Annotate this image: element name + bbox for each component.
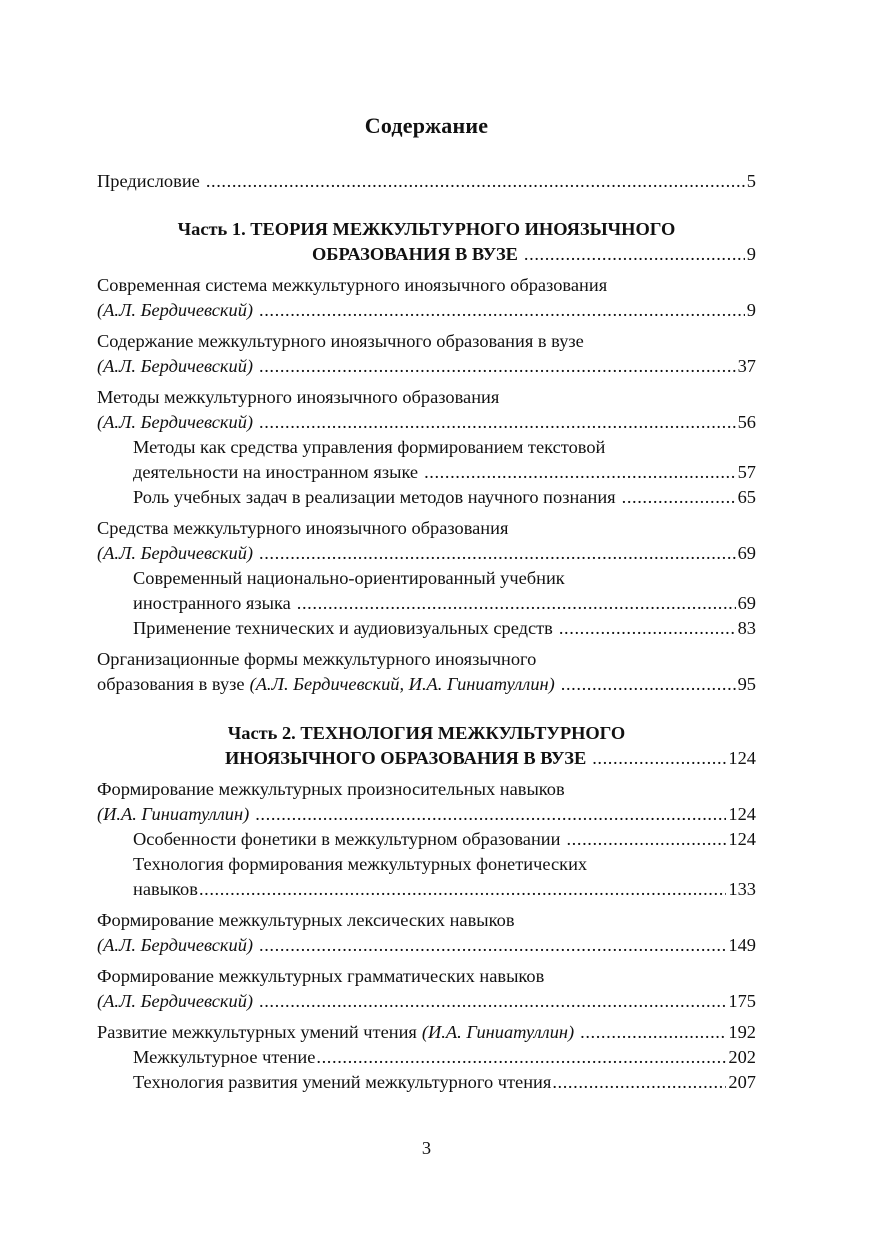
dot-leader (592, 745, 726, 771)
toc-subentry-title[interactable]: Технология формирования межкультурных фонетических (133, 854, 588, 874)
dot-leader (561, 671, 736, 697)
entry-page: 56 (737, 412, 756, 432)
entry-page: 69 (737, 543, 756, 563)
dot-leader (316, 1044, 726, 1070)
toc-entry-author[interactable]: образования в вузе (А.Л. Бердичевский, И.А. Гиниатуллин) ..... 95 (97, 671, 756, 697)
toc-subentry[interactable]: деятельности на иностранном языке ..... 57 (133, 459, 756, 485)
toc-entry-author[interactable]: (А.Л. Бердичевский) ..... 37 (97, 353, 756, 379)
dot-leader (255, 801, 726, 827)
entry-page: 124 (728, 804, 756, 824)
dot-leader (259, 297, 745, 323)
toc-entry-preface[interactable] (97, 168, 756, 194)
dot-leader (622, 484, 736, 510)
dot-leader (259, 932, 726, 958)
entry-page: 95 (737, 674, 756, 694)
toc-entry-author[interactable]: (А.Л. Бердичевский) ..... 175 (97, 988, 756, 1014)
toc-entry-title[interactable]: Методы межкультурного иноязычного образования (97, 387, 500, 407)
toc-entry-author[interactable]: (А.Л. Бердичевский) ..... 9 (97, 297, 756, 323)
dot-leader (559, 615, 736, 641)
dot-leader (552, 1069, 726, 1095)
toc-subentry[interactable]: иностранного языка ..... 69 (133, 590, 756, 616)
toc-entry[interactable]: Развитие межкультурных умений чтения (И.А. Гиниатуллин) ..... 192 (97, 1019, 756, 1045)
toc-entry-author[interactable]: (А.Л. Бердичевский) ..... 69 (97, 540, 756, 566)
entry-page: 5 (746, 171, 756, 191)
toc-entry-title[interactable]: Формирование межкультурных лексических навыков (97, 910, 515, 930)
toc-entry-author[interactable]: (И.А. Гиниатуллин) ..... 124 (97, 801, 756, 827)
toc-entry-author[interactable]: (А.Л. Бердичевский) ..... 56 (97, 409, 756, 435)
toc-subentry[interactable]: Применение технических и аудиовизуальных средств ..... 83 (133, 615, 756, 641)
toc-entry-title[interactable]: Формирование межкультурных грамматических навыков (97, 966, 545, 986)
toc-entry-part1[interactable] (312, 241, 756, 267)
entry-page: 124 (728, 748, 756, 768)
entry-page: 124 (728, 829, 756, 849)
part1-heading-line2: ОБРАЗОВАНИЯ В ВУЗЕ (312, 244, 518, 264)
dot-leader (259, 353, 736, 379)
entry-page: 83 (737, 618, 756, 638)
toc-subentry[interactable]: навыков ..... 133 (133, 876, 756, 902)
entry-page: 192 (728, 1022, 756, 1042)
dot-leader (199, 876, 726, 902)
dot-leader (297, 590, 736, 616)
toc-subentry-title[interactable]: Современный национально-ориентированный учебник (133, 568, 565, 588)
entry-page: 37 (737, 356, 756, 376)
part2-heading-line2: ИНОЯЗЫЧНОГО ОБРАЗОВАНИЯ В ВУЗЕ (225, 748, 587, 768)
page-number: 3 (421, 1138, 432, 1158)
toc-entry-title[interactable]: Формирование межкультурных произносительных навыков (97, 779, 565, 799)
entry-page: 207 (728, 1072, 756, 1092)
dot-leader (566, 826, 726, 852)
page-title: Содержание (364, 113, 489, 138)
toc-entry-author[interactable]: (А.Л. Бердичевский) ..... 149 (97, 932, 756, 958)
dot-leader (259, 988, 726, 1014)
dot-leader (259, 409, 736, 435)
toc-entry-part2[interactable] (225, 745, 756, 771)
toc-entry-title[interactable]: Организационные формы межкультурного иноязычного (97, 649, 537, 669)
entry-title: Предисловие (97, 171, 200, 191)
entry-page: 69 (737, 593, 756, 613)
part2-heading-line1: Часть 2. ТЕХНОЛОГИЯ МЕЖКУЛЬТУРНОГО (227, 723, 626, 743)
part1-heading-line1: Часть 1. ТЕОРИЯ МЕЖКУЛЬТУРНОГО ИНОЯЗЫЧНОГО (177, 219, 676, 239)
toc-entry-title[interactable]: Средства межкультурного иноязычного образования (97, 518, 509, 538)
entry-page: 175 (728, 991, 756, 1011)
dot-leader (524, 241, 745, 267)
dot-leader (206, 168, 745, 194)
dot-leader (580, 1019, 726, 1045)
entry-page: 149 (728, 935, 756, 955)
toc-subentry[interactable]: Межкультурное чтение ..... 202 (133, 1044, 756, 1070)
toc-subentry[interactable]: Роль учебных задач в реализации методов научного познания ..... 65 (133, 484, 756, 510)
entry-page: 9 (746, 300, 756, 320)
entry-page: 133 (728, 879, 756, 899)
entry-page: 57 (737, 462, 756, 482)
toc-entry-title[interactable]: Содержание межкультурного иноязычного образования в вузе (97, 331, 584, 351)
toc-subentry[interactable]: Особенности фонетики в межкультурном образовании ..... 124 (133, 826, 756, 852)
toc-subentry-title[interactable]: Методы как средства управления формированием текстовой (133, 437, 606, 457)
entry-page: 65 (737, 487, 756, 507)
dot-leader (259, 540, 736, 566)
entry-page: 9 (746, 244, 756, 264)
toc-entry-title[interactable]: Современная система межкультурного иноязычного образования (97, 275, 608, 295)
entry-page: 202 (728, 1047, 756, 1067)
dot-leader (424, 459, 736, 485)
toc-subentry[interactable]: Технология развития умений межкультурного чтения ..... 207 (133, 1069, 756, 1095)
